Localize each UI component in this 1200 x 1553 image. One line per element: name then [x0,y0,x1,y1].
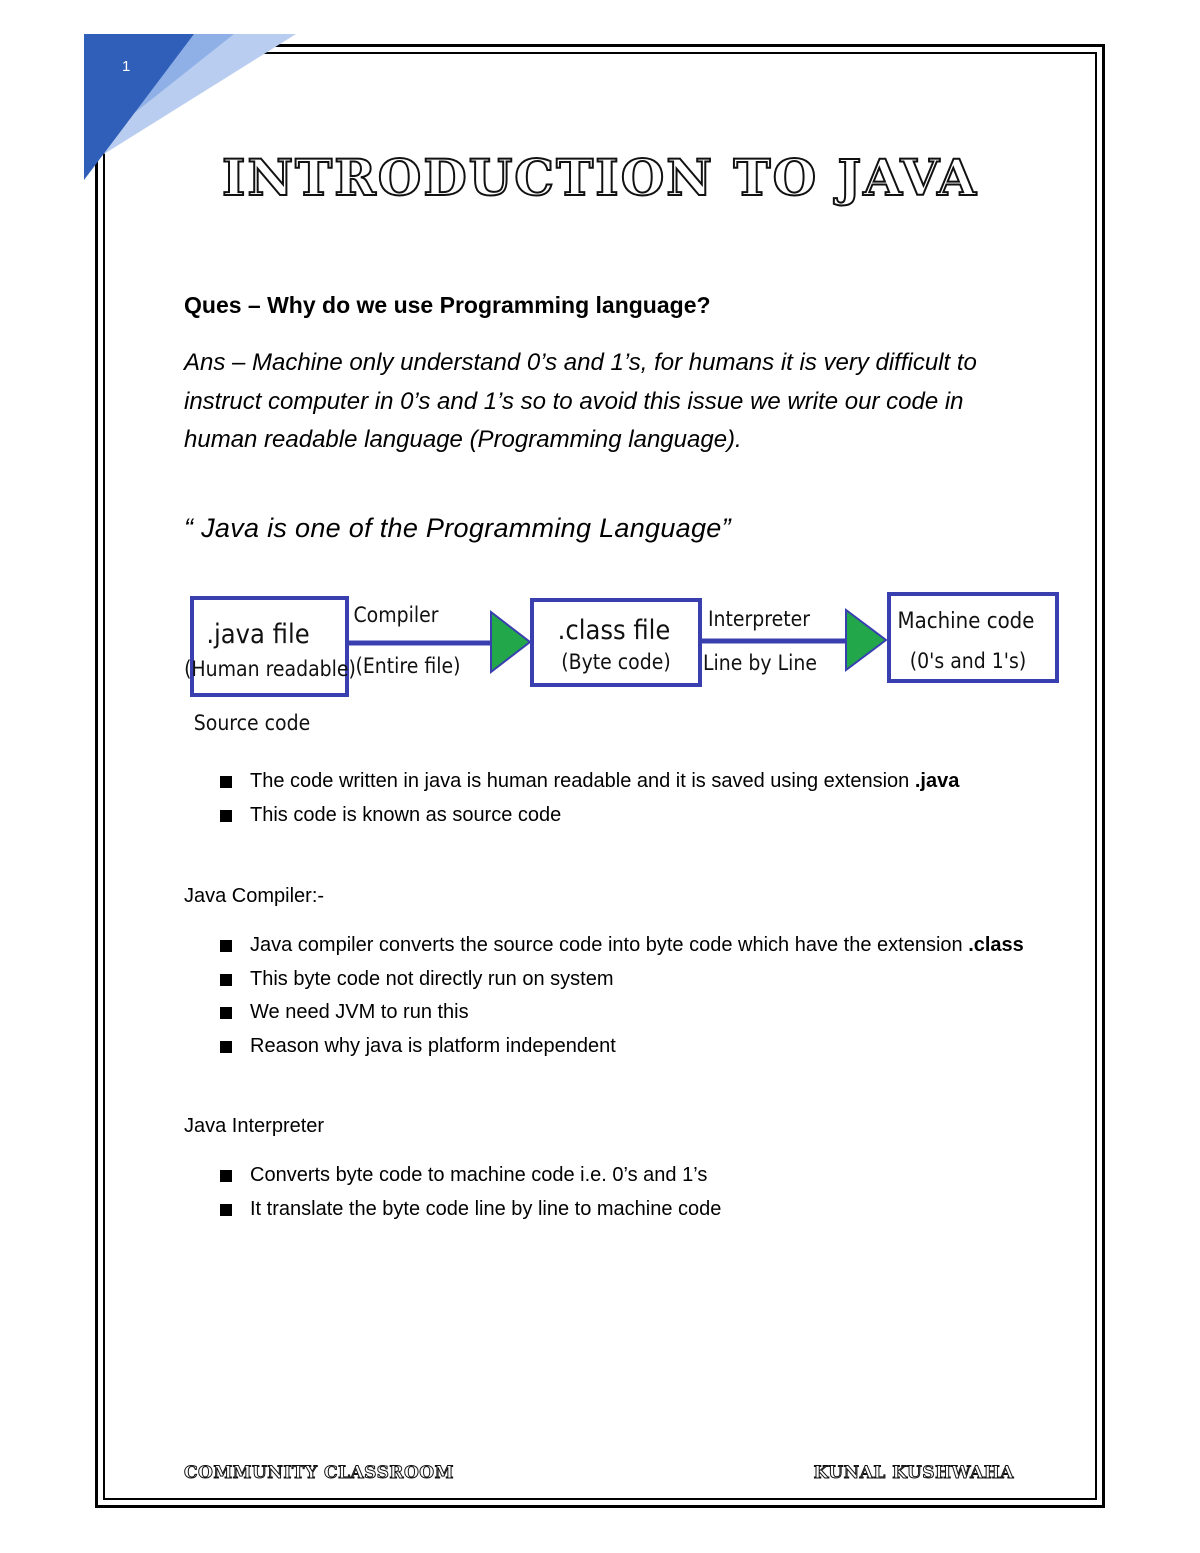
bullet-square-icon [220,1041,232,1053]
interpreter-bullet-1 [220,1159,721,1193]
interpreter-arrow-head [846,610,886,670]
intro-bullet-1 [220,765,959,799]
bullet-bold-text: .java [914,770,960,792]
bullet-text: This byte code not directly run on system [250,967,614,990]
bullet-square-icon [220,974,232,986]
compiler-bullet-4 [220,1030,1024,1064]
interpreter-heading: Java Interpreter [184,1115,325,1137]
class-file-subtitle: (Byte code) [561,650,671,674]
bullet-square-icon [220,1204,232,1216]
footer-right-text: KUNAL KUSHWAHA [813,1463,1014,1483]
entire-file-label: (Entire file) [355,654,461,678]
bullet-square-icon [220,776,232,788]
intro-bullet-list [220,765,959,832]
compiler-bullet-1 [220,929,1024,963]
interpreter-label: Interpreter [707,607,811,631]
page-number: 1 [122,58,131,75]
bullet-text: Converts byte code to machine code i.e. 0’s and 1’s [250,1164,708,1186]
intro-bullet-2 [220,799,959,833]
line-by-line-label: Line by Line [703,651,817,675]
bullet-square-icon [220,940,232,952]
compiler-bullet-list [220,929,1024,1063]
bullet-text: We need JVM to run this [250,1001,469,1023]
machine-code-title: Machine code [897,609,1035,634]
machine-code-subtitle: (0's and 1's) [909,649,1027,673]
java-quote: “ Java is one of the Programming Language” [184,513,731,543]
bullet-text: It translate the byte code line by line to machine code [250,1197,722,1220]
interpreter-bullet-2 [220,1193,721,1227]
interpreter-bullet-list [220,1159,721,1226]
compiler-bullet-2 [220,963,1024,997]
compilation-flow-diagram [0,0,1200,760]
footer-left-text: COMMUNITY CLASSROOM [184,1463,454,1483]
page-title: INTRODUCTION TO JAVA [221,148,979,207]
bullet-square-icon [220,1007,232,1019]
source-code-caption: Source code [193,711,311,735]
java-file-title: .java file [206,619,310,650]
bullet-text: Java compiler converts the source code into byte code which have the extension [250,934,969,956]
question-text: Ques – Why do we use Programming language? [184,292,711,318]
bullet-text: This code is known as source code [250,803,562,826]
compiler-arrow-head [491,612,530,672]
bullet-square-icon [220,810,232,822]
bullet-square-icon [220,1170,232,1182]
class-file-title: .class file [557,615,671,646]
compiler-heading: Java Compiler:- [184,885,325,907]
bullet-bold-text: .class [968,934,1024,956]
bullet-text: Reason why java is platform independent [250,1034,616,1057]
java-file-subtitle: (Human readable) [184,657,356,681]
bullet-text: The code written in java is human readable and it is saved using extension [250,770,915,792]
compiler-bullet-3 [220,996,1024,1030]
compiler-label: Compiler [353,603,439,627]
answer-text: Ans – Machine only understand 0’s and 1’s, for humans it is very difficult to instruct computer in 0’s and 1’s so to avoid this issue we write our code in human readable language (Programming language). [184,349,977,453]
